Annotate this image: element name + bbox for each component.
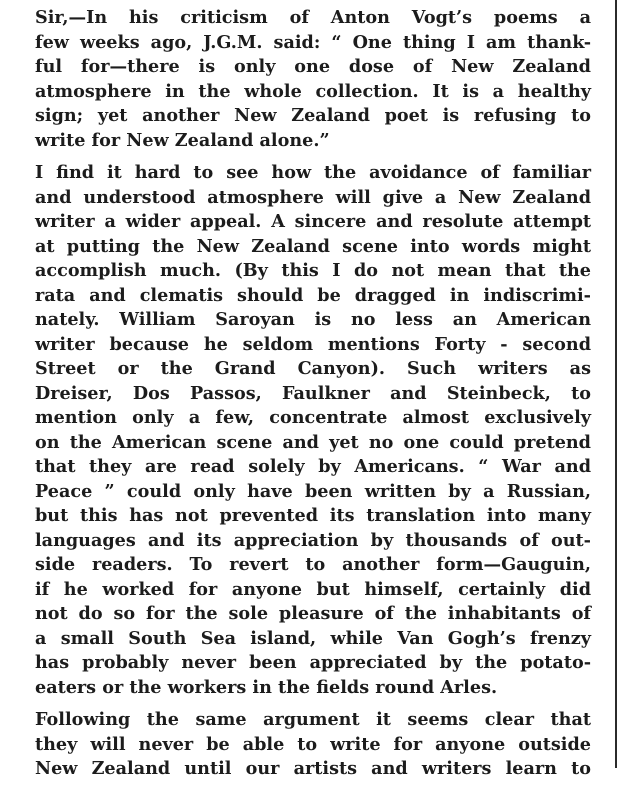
text-line: they will never be able to write for anyone outside: [35, 733, 591, 755]
paragraph-2: [20, 161, 591, 700]
text-line: if he worked for anyone but himself, certainly did: [35, 578, 591, 600]
text-line: nately. William Saroyan is no less an American: [35, 309, 591, 330]
text-line: New Zealand until our artists and writers learn to: [35, 758, 591, 779]
text-line: side readers. To revert to another form—Gauguin,: [35, 554, 591, 575]
text-line: Sir,—In his criticism of Anton Vogt’s poems a: [35, 7, 591, 28]
text-line: on the American scene and yet no one could pretend: [35, 431, 591, 453]
text-line: at putting the New Zealand scene into words might: [35, 235, 591, 257]
text-line: writer a wider appeal. A sincere and resolute attempt: [35, 211, 591, 232]
text-line: I find it hard to see how the avoidance of familiar: [35, 162, 591, 183]
text-line: ful for—there is only one dose of New Zealand: [35, 56, 591, 77]
text-line: eaters or the workers in the fields round Arles.: [35, 676, 498, 698]
text-line: few weeks ago, J.G.M. said: “ One thing I am thank-: [35, 31, 591, 53]
text-line: that they are read solely by Americans. “ War and: [35, 456, 591, 477]
text-line: Street or the Grand Canyon). Such writers as: [35, 358, 591, 379]
paragraph-3: [20, 708, 591, 782]
text-line: has probably never been appreciated by the potato-: [35, 652, 591, 673]
text-line: accomplish much. (By this I do not mean that the: [35, 260, 591, 281]
text-line: and understood atmosphere will give a New Zealand: [35, 186, 591, 208]
text-line: not do so for the sole pleasure of the inhabitants of: [35, 603, 591, 624]
text-line: write for New Zealand alone.”: [35, 129, 330, 151]
text-line: a small South Sea island, while Van Gogh’s frenzy: [35, 627, 591, 649]
text-line: Following the same argument it seems clear that: [35, 709, 591, 730]
text-line: rata and clematis should be dragged in indiscrimi-: [35, 284, 591, 306]
text-line: mention only a few, concentrate almost exclusively: [35, 407, 591, 428]
paragraph-1: [20, 6, 591, 153]
text-line: languages and its appreciation by thousands of out-: [35, 529, 591, 551]
text-line: Dreiser, Dos Passos, Faulkner and Steinbeck, to: [35, 382, 591, 404]
text-line: writer because he seldom mentions Forty - second: [35, 333, 591, 355]
text-line: but this has not prevented its translation into many: [35, 505, 591, 526]
text-line: atmosphere in the whole collection. It is a healthy: [35, 80, 591, 102]
text-line: Peace ” could only have been written by a Russian,: [35, 480, 591, 502]
text-line: sign; yet another New Zealand poet is refusing to: [35, 105, 591, 126]
letter-column: [20, 6, 591, 790]
